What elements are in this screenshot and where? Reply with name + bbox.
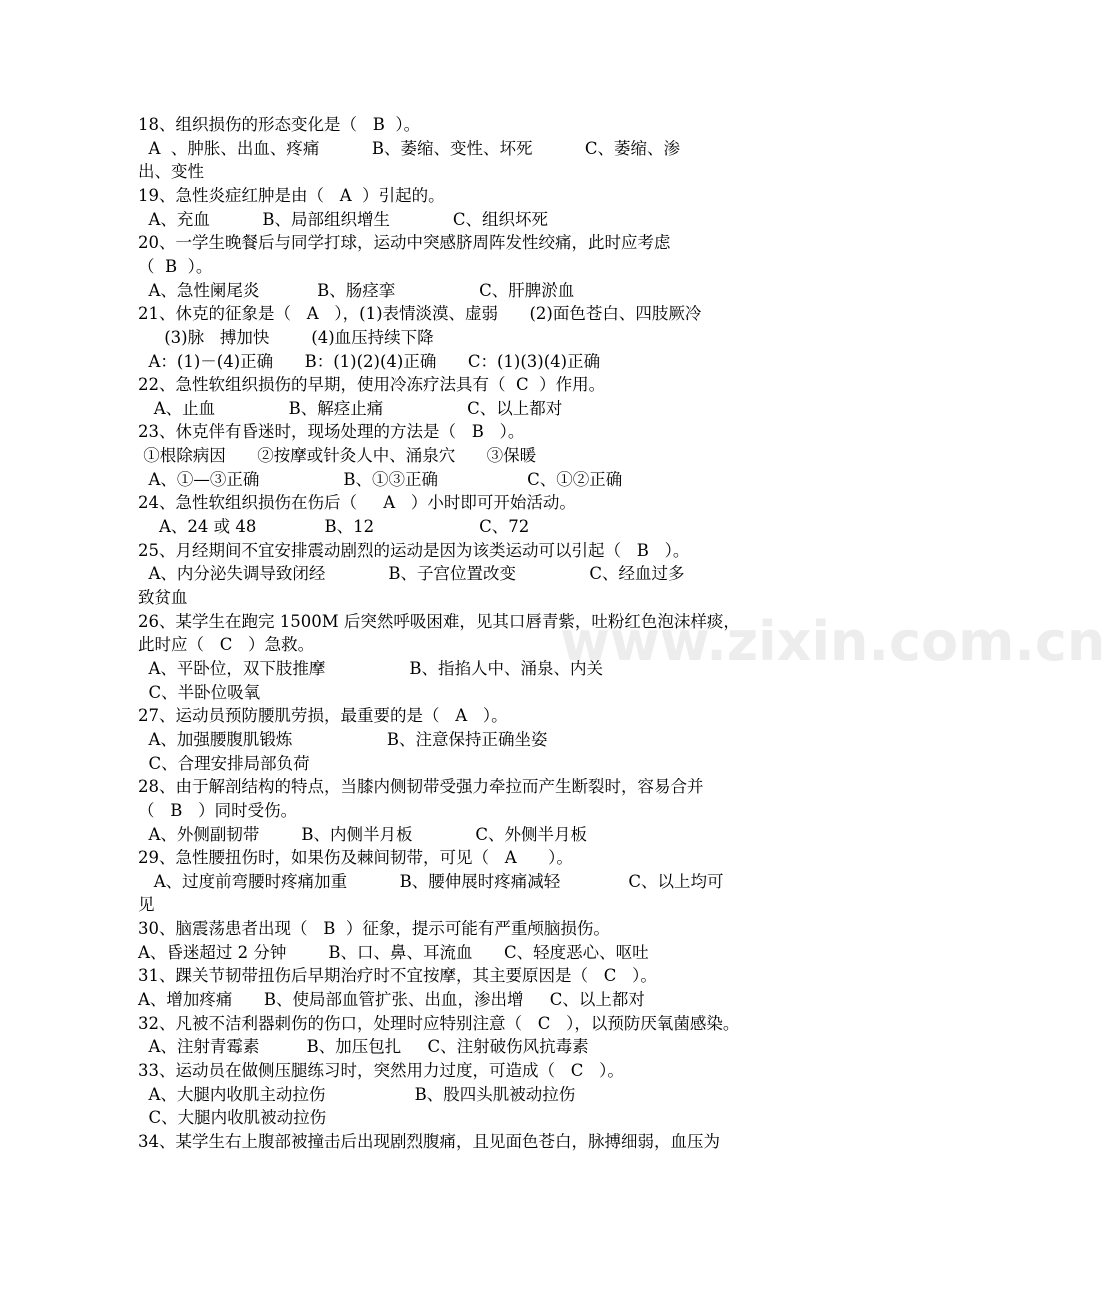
text-line: 25、月经期间不宜安排震动剧烈的运动是因为该类运动可以引起（ B ）。 (138, 540, 690, 560)
text-line: A、①—③正确 B、①③正确 C、①②正确 (138, 469, 623, 489)
text-line: A、加强腰腹肌锻炼 B、注意保持正确坐姿 (138, 729, 548, 749)
text-line: C、半卧位吸氧 (138, 682, 261, 702)
text-line: 29、急性腰扭伤时，如果伤及棘间韧带，可见（ A ）。 (138, 848, 573, 868)
text-line: A、止血 B、解痉止痛 C、以上都对 (138, 398, 563, 418)
text-line: 出、变性 (138, 162, 204, 182)
text-line: A、内分泌失调导致闭经 B、子宫位置改变 C、经血过多 (138, 564, 685, 584)
text-line: A、平卧位，双下肢推摩 B、指掐人中、涌泉、内关 (138, 658, 603, 678)
text-line: A、充血 B、局部组织增生 C、组织坏死 (138, 209, 549, 229)
text-line: 20、一学生晚餐后与同学打球，运动中突感脐周阵发性绞痛，此时应考虑 (138, 233, 671, 253)
text-line: 23、休克伴有昏迷时，现场处理的方法是（ B ）。 (138, 422, 525, 442)
text-line: 19、急性炎症红肿是由（ A ）引起的。 (138, 185, 445, 205)
text-line: 32、凡被不洁利器刺伤的伤口，处理时应特别注意（ C ），以预防厌氧菌感染。 (138, 1013, 740, 1033)
text-line: 24、急性软组织损伤在伤后（ A ）小时即可开始活动。 (138, 493, 576, 513)
text-line: (3)脉 搏加快 (4)血压持续下降 (138, 327, 434, 347)
text-line: A、大腿内收肌主动拉伤 B、股四头肌被动拉伤 (138, 1084, 576, 1104)
text-line: （ B ）同时受伤。 (138, 800, 298, 820)
text-line: ①根除病因 ②按摩或针灸人中、涌泉穴 ③保暖 (138, 446, 537, 466)
text-line: A、外侧副韧带 B、内侧半月板 C、外侧半月板 (138, 824, 588, 844)
text-line: 见 (138, 895, 155, 915)
text-line: A、增加疼痛 B、使局部血管扩张、出血，渗出增 C、以上都对 (138, 990, 645, 1010)
text-line: 致贫血 (138, 588, 188, 607)
text-line: C、合理安排局部负荷 (138, 753, 310, 773)
text-line: C、大腿内收肌被动拉伤 (138, 1108, 327, 1128)
text-line: 33、运动员在做侧压腿练习时，突然用力过度，可造成（ C ）。 (138, 1061, 624, 1080)
text-line: （ B ）。 (138, 256, 213, 276)
text-line: A、昏迷超过 2 分钟 B、口、鼻、耳流血 C、轻度恶心、呕吐 (138, 942, 649, 962)
text-line: A、注射青霉素 B、加压包扎 C、注射破伤风抗毒素 (138, 1037, 589, 1057)
watermark: www.zixin.com.cn (560, 610, 1105, 673)
text-line: 28、由于解剖结构的特点，当膝内侧韧带受强力牵拉而产生断裂时，容易合并 (138, 777, 704, 797)
text-line: 31、踝关节韧带扭伤后早期治疗时不宜按摩，其主要原因是（ C ）。 (138, 966, 657, 986)
text-line: 21、休克的征象是（ A ），(1)表情淡漠、虚弱 (2)面色苍白、四肢厥冷 (138, 304, 702, 324)
text-line: A：(1)－(4)正确 B：(1)(2)(4)正确 C：(1)(3)(4)正确 (138, 351, 601, 371)
text-line: 22、急性软组织损伤的早期，使用冷冻疗法具有（ C ）作用。 (138, 375, 606, 395)
text-line: A 、肿胀、出血、疼痛 B、萎缩、变性、坏死 C、萎缩、渗 (138, 138, 681, 158)
text-line: A、24 或 48 B、12 C、72 (138, 517, 530, 537)
text-line: 26、某学生在跑完 1500M 后突然呼吸困难，见其口唇青紫，吐粉红色泡沫样痰， (138, 611, 740, 631)
text-line: 27、运动员预防腰肌劳损，最重要的是（ A ）。 (138, 706, 508, 726)
text-line: 34、某学生右上腹部被撞击后出现剧烈腹痛，且见面色苍白，脉搏细弱，血压为 (138, 1131, 720, 1151)
text-line: 此时应（ C ）急救。 (138, 635, 315, 655)
text-line: 30、脑震荡患者出现（ B ）征象，提示可能有严重颅脑损伤。 (138, 919, 610, 939)
text-line: 18、组织损伤的形态变化是（ B ）。 (138, 115, 421, 134)
text-line: A、急性阑尾炎 B、肠痉挛 C、肝脾淤血 (138, 280, 575, 300)
text-line: A、过度前弯腰时疼痛加重 B、腰伸展时疼痛减轻 C、以上均可 (138, 871, 724, 891)
